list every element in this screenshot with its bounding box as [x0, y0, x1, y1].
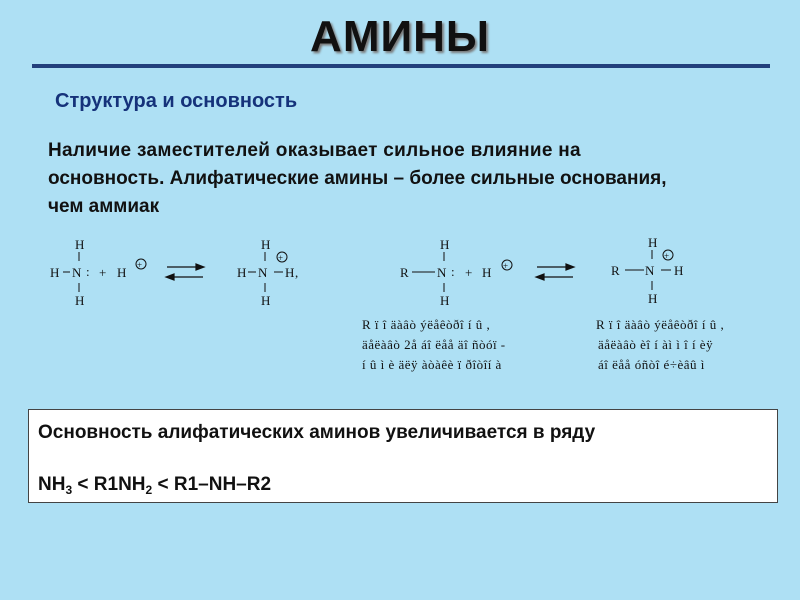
ammonia-h-left: H	[50, 265, 60, 280]
amine-n: N	[437, 265, 447, 280]
section-subtitle: Структура и основность	[55, 90, 298, 112]
proton-h-1: H	[117, 265, 127, 280]
caption-left-line-3: í û ì è äëÿ àòàêè ï ðîòîí à	[362, 357, 502, 372]
alkylammonium-n: N	[645, 263, 655, 278]
caption-left-line-2: äåëàâò 2å áî ëåå äî ñòóï -	[362, 337, 506, 352]
ammonia-n: N	[72, 265, 82, 280]
amine-h-top: H	[440, 237, 450, 252]
amine-r: R	[400, 265, 409, 280]
ammonium-n: N	[258, 265, 268, 280]
ammonia-lone-pair: :	[86, 264, 90, 279]
alkylammonium-h-top: H	[648, 235, 658, 250]
proton-charge-1: +	[137, 260, 143, 270]
intro-paragraph	[48, 137, 788, 221]
ammonium-comma: ,	[295, 265, 299, 280]
protonation-scheme	[0, 225, 800, 385]
series-sub-1: 3	[65, 483, 73, 497]
alkylammonium-h-right: H	[674, 263, 684, 278]
paragraph-line-1: Наличие заместителей оказывает сильное влияние на	[48, 140, 581, 161]
proton-h-2: H	[482, 265, 492, 280]
plus-sign-1: +	[99, 265, 107, 280]
ammonium-charge: +	[278, 253, 284, 263]
ammonia-h-bottom: H	[75, 293, 85, 308]
series-part-1: NH	[38, 474, 66, 495]
alkylammonium-h-bottom: H	[648, 291, 658, 306]
alkylammonium-charge: +	[664, 251, 670, 261]
caption-left-line-1: R ï î äàâò ýëåêòðî í û ,	[362, 317, 491, 332]
ammonia-h-top: H	[75, 237, 85, 252]
plus-sign-2: +	[465, 265, 473, 280]
proton-charge-2: +	[503, 261, 509, 271]
ammonium-h-bottom: H	[261, 293, 271, 308]
ammonium-h-left: H	[237, 265, 247, 280]
amine-h-bottom: H	[440, 293, 450, 308]
page-title: АМИНЫ	[310, 12, 490, 61]
paragraph-line-2: основность. Алифатические амины – более сильные основания,	[48, 168, 667, 189]
series-part-3: < R1–NH–R2	[152, 474, 272, 495]
alkylammonium-r: R	[611, 263, 620, 278]
basicity-series	[38, 474, 271, 497]
series-heading: Основность алифатических аминов увеличивается в ряду	[38, 422, 596, 443]
paragraph-line-3: чем аммиак	[48, 196, 160, 217]
caption-right-line-2: äåëàâò èî í àì ì î í èÿ	[598, 337, 714, 352]
caption-right-line-3: áî ëåå óñòî é÷èâû ì	[598, 357, 705, 372]
title-underline	[32, 64, 770, 68]
series-part-2: < R1NH	[72, 474, 146, 495]
ammonium-h-top: H	[261, 237, 271, 252]
ammonium-h-right: H	[285, 265, 295, 280]
series-sub-2: 2	[145, 483, 153, 497]
basicity-series-box	[28, 409, 778, 503]
amine-lone-pair: :	[451, 264, 455, 279]
caption-right-line-1: R ï î äàâò ýëåêòðî í û ,	[596, 317, 725, 332]
